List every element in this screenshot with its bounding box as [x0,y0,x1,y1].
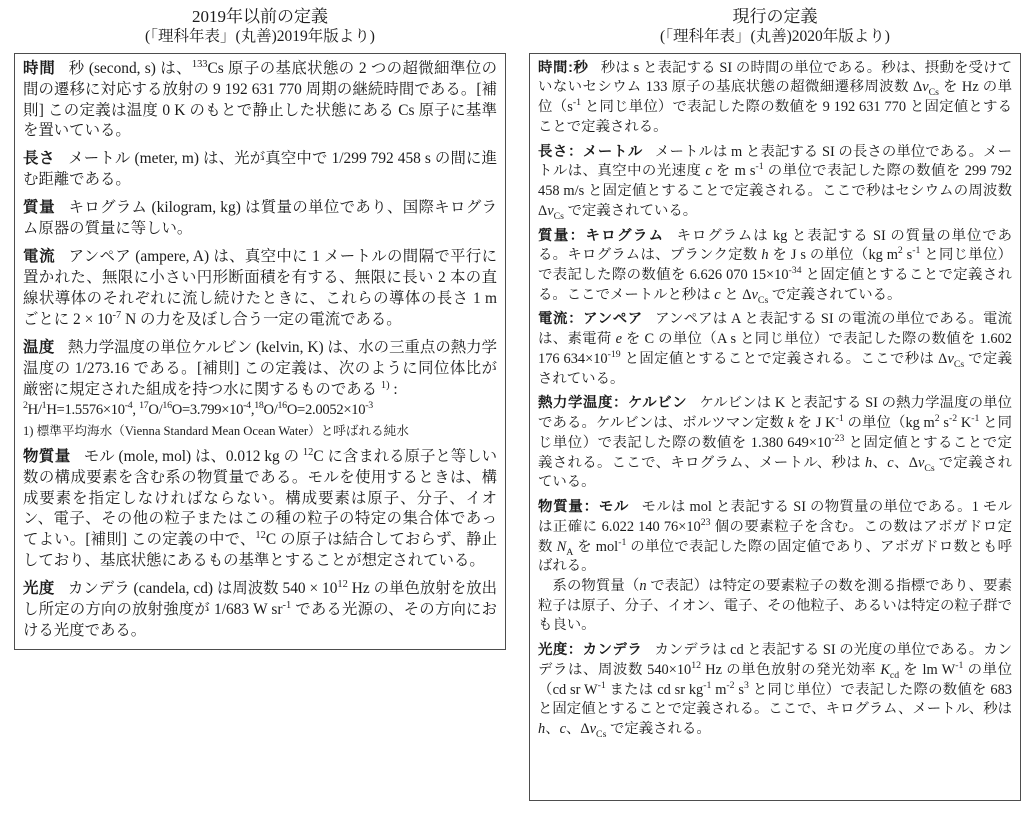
definition-temperature-kelvin-text: ケルビンは K と表記する SI の熱力学温度の単位である。ケルビンは、ボルツマン定数 k を J $K^{-1}$ の単位（kg $m^2$ $s^{-2}$ $K^{-1}$ と同じ単位）で表記した際の数値を 1.380 $649\times 10^{-23}$ と固定値とすることで定義される。ここで、キログラム、メートル、秒は h、c、$\Delta\nu_{Cs}$ で定義されている。 [538,395,1012,491]
definitions-box-2020 [529,53,1021,801]
definition-mass-kilogram-text: キログラムは kg と表記する SI の質量の単位である。キログラムは、プランク定数 h を J s の単位（kg $m^2$ $s^{-1}$ と同じ単位）で表記した際の数値を 6.626 070 $15\times 10^{-34}$ と固定値とすることで定義される。ここでメートルと秒は c と $\Delta\nu_{Cs}$ で定義されている。 [538,227,1013,306]
definition-luminous-candela [538,641,1012,740]
definition-luminous-candela-text: カンデラは cd と表記する SI の光度の単位である。カンデラは、周波数 $540\times 10^{12}$ Hz の単色放射の発光効率 $K_{cd}$ を lm $W^{-1}$ の単位（cd sr $W^{-1}$ または cd sr $kg^{-1}$ $m^{-2}$ $s^3$ と同じ単位）で表記した際の数値を 683 と固定値とすることで定義される。ここで、キログラム、メートル、秒は h、c、$\Delta\nu_{Cs}$ で定義される。 [538,642,1012,740]
term-amount-of-substance: 物質量 [23,447,71,465]
definition-current [23,247,497,331]
definition-length-text: メートル (meter, m) は、光が真空中で 1/299 792 458 s の間に進む距離である。 [23,150,497,189]
current-definitions-panel [529,6,1021,801]
term-time: 時間 [23,59,56,77]
term-length: 長さ [23,150,56,168]
definition-length-meter-text: メートルは m と表記する SI の長さの単位である。メートルは、真空中の光速度 c を m $s^{-1}$ の単位で表記した際の数値を 299 792 458 m/s と固定値とすることで定義される。ここで秒はセシウムの周波数 $\Delta\nu_{Cs}$ で定義されている。 [538,143,1012,222]
definition-amount-mole-paragraph2: 系の物質量（n で表記）は特定の要素粒子の数を測る指標であり、要素粒子は原子、分子、イオン、電子、その他粒子、あるいは特定の粒子群でも良い。 [538,577,1012,634]
right-panel-subtitle: (「理科年表」(丸善)2020年版より) [660,28,890,46]
definition-amount-of-substance-text: モル (mole, mol) は、0.012 kg の $^{12}$C に含まれる原子と等しい数の構成要素を含む系の物質量である。モルを使用するときは、構成要素を指定しなければならない。構成要素は原子、分子、イオン、電子、その他の粒子またはこの種の粒子の特定の集合体であってよい。[補則] この定義の中で、$^{12}$C の原子は結合しておらず、静止しており、基底状態にあるもの基準とすることが想定されている。 [23,446,497,570]
definition-temperature [23,338,497,440]
definition-time [23,59,497,143]
term-current: 電流 [23,248,56,266]
definition-mass-text: キログラム (kilogram, kg) は質量の単位であり、国際キログラム原器の質量に等しい。 [23,199,497,238]
definition-current-ampere-text: アンペアは A と表記する SI の電流の単位である。電流は、素電荷 e を C の単位（A s と同じ単位）で表記した際の数値を 1.602 176 $634\times 10^{-19}$ と固定値とすることで定義される。ここで秒は $\Delta\nu_{Cs}$ で定義されている。 [538,311,1012,387]
definition-time-text: 秒 (second, s) は、$^{133}$Cs 原子の基底状態の 2 つの超微細準位の間の遷移に対応する放射の 9 192 631 770 周期の継続時間である。[補則] この定義は温度 0 K のもとで静止した状態にある Cs 原子に基準を置いている。 [23,58,497,140]
definition-current-text: アンペア (ampere, A) は、真空中に 1 メートルの間隔で平行に置かれた、無限に小さい円形断面積を有する、無限に長い 2 本の直線状導体のそれぞれに流し続けたときに、これらの導体の長さ 1 m ごとに $2 \times 10^{-7}$ N の力を及ぼし合う一定の電流である。 [23,248,497,328]
term-mass: 質量 [23,199,56,217]
definition-amount-mole [538,498,1012,636]
definition-length-meter [538,143,1012,222]
definition-mass [23,198,497,240]
vienna-water-footnote: 1) 標準平均海水（Vienna Standard Mean Ocean Water）と呼ばれる純水 [23,423,409,438]
left-panel-title: 2019年以前の定義 [192,7,328,26]
term-amount-mole: 物質量：モル [538,499,630,516]
definitions-box-2019 [14,53,506,650]
definition-current-ampere [538,310,1012,389]
term-luminous-intensity: 光度 [23,580,55,598]
term-time-second: 時間:秒 [538,59,589,76]
term-temperature-kelvin: 熱力学温度：ケルビン [538,395,688,412]
definition-thermodynamic-temperature-kelvin [538,394,1012,493]
term-mass-kilogram: 質量：キログラム [538,227,665,244]
isotope-ratio-formula: $^2H/^1H=1.5576\times 10^{-4}$, $^{17}O/^{16}O=3.799\times 10^{-4},^{18}O/^{16}O=2.0052\times 10^{-3}$ [23,399,373,418]
pre-2019-definitions-panel [14,6,506,650]
right-panel-title: 現行の定義 [732,7,818,26]
term-length-meter: 長さ：メートル [538,143,643,160]
definition-amount-of-substance [23,447,497,573]
term-luminous-candela: 光度：カンデラ [538,642,643,659]
definition-amount-mole-text: モルは mol と表記する SI の物質量の単位である。1 モルは正確に 6.022 140 $76\times 10^{23}$ 個の要素粒子を含む。この数はアボガドロ定数 $N_A$ を mol$^{-1}$ の単位で表記した際の固定値であり、アボガドロ数とも呼ばれる。 [538,499,1013,575]
term-temperature: 温度 [23,338,55,356]
definition-time-second [538,59,1012,138]
definition-mass-kilogram [538,227,1012,306]
definition-time-second-text: 秒は s と表記する SI の時間の単位である。秒は、摂動を受けていないセシウム 133 原子の基底状態の超微細遷移周波数 $\Delta\nu_{Cs}$ を Hz の単位（$s^{-1}$ と同じ単位）で表記した際の数値を 9 192 631 770 と固定値とすることで定義される。 [538,59,1012,135]
left-panel-subtitle: (「理科年表」(丸善)2019年版より) [145,28,375,46]
definition-length [23,149,497,191]
term-current-ampere: 電流：アンペア [538,311,643,328]
definition-temperature-text: 熱力学温度の単位ケルビン (kelvin, K) は、水の三重点の熱力学温度の 1/273.16 である。[補則] この定義は、次のように同位体比が厳密に規定された組成を持つ水に関するものである $^{1)}$ : [23,338,497,398]
definition-luminous-intensity [23,579,497,642]
definition-luminous-intensity-text: カンデラ (candela, cd) は周波数 $540 \times 10^{12}$ Hz の単色放射を放出し所定の方向の放射強度が 1/683 W $sr^{-1}$ である光源の、その方向における光度である。 [23,579,498,640]
